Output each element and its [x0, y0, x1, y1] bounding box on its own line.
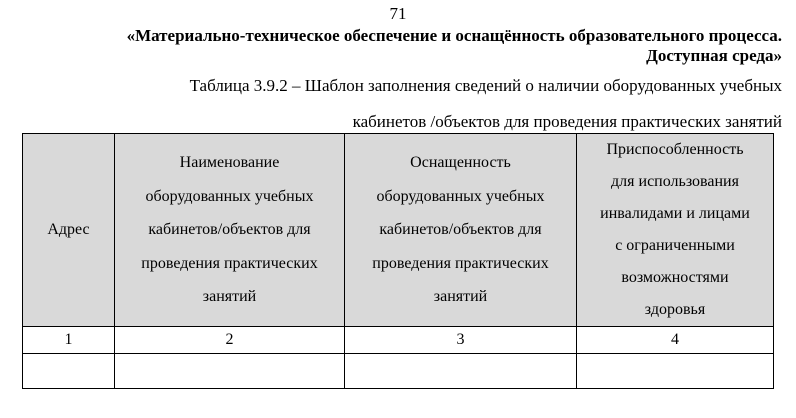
section-heading-line-1: «Материально-техническое обеспечение и оснащённость образовательного процесса. — [126, 26, 782, 45]
header-accessibility — [577, 134, 774, 327]
header-line: кабинетов/объектов для — [148, 221, 311, 239]
header-line: оборудованных учебных — [145, 187, 314, 205]
table-cell — [23, 354, 115, 389]
header-line: занятий — [433, 288, 488, 306]
header-line: Приспособленность — [606, 141, 744, 158]
header-line: проведения практических — [141, 254, 318, 272]
column-number: 2 — [115, 327, 345, 354]
header-equipment — [345, 134, 577, 327]
header-line: здоровья — [644, 301, 706, 318]
table-header-row — [23, 134, 774, 327]
page-number: 71 — [389, 4, 407, 23]
table-caption-line-2: кабинетов /объектов для проведения практических занятий — [352, 112, 782, 131]
header-line: Наименование — [179, 154, 280, 172]
table-caption-line-1: Таблица 3.9.2 – Шаблон заполнения сведений о наличии оборудованных учебных — [189, 76, 782, 95]
section-heading-line-2: Доступная среда» — [646, 46, 782, 65]
header-line: оборудованных учебных — [376, 187, 545, 205]
header-room-name — [115, 134, 345, 327]
header-line: кабинетов/объектов для — [379, 221, 542, 239]
table-cell — [577, 354, 774, 389]
header-line: возможностями — [621, 269, 729, 286]
header-line: проведения практических — [372, 254, 549, 272]
section-heading — [22, 26, 782, 66]
table-cell — [115, 354, 345, 389]
table-caption — [22, 68, 782, 140]
column-number: 1 — [23, 327, 115, 354]
table-cell — [345, 354, 577, 389]
header-line: Адрес — [47, 221, 90, 239]
header-line: занятий — [202, 288, 257, 306]
column-number: 3 — [345, 327, 577, 354]
column-number: 4 — [577, 327, 774, 354]
header-line: Оснащенность — [410, 154, 511, 172]
equipped-rooms-table — [22, 133, 774, 389]
column-number-row — [23, 327, 774, 354]
header-line: инвалидами и лицами — [600, 205, 750, 222]
header-address — [23, 134, 115, 327]
header-line: для использования — [611, 173, 739, 190]
empty-data-row — [23, 354, 774, 389]
header-line: с ограниченными — [615, 237, 735, 254]
